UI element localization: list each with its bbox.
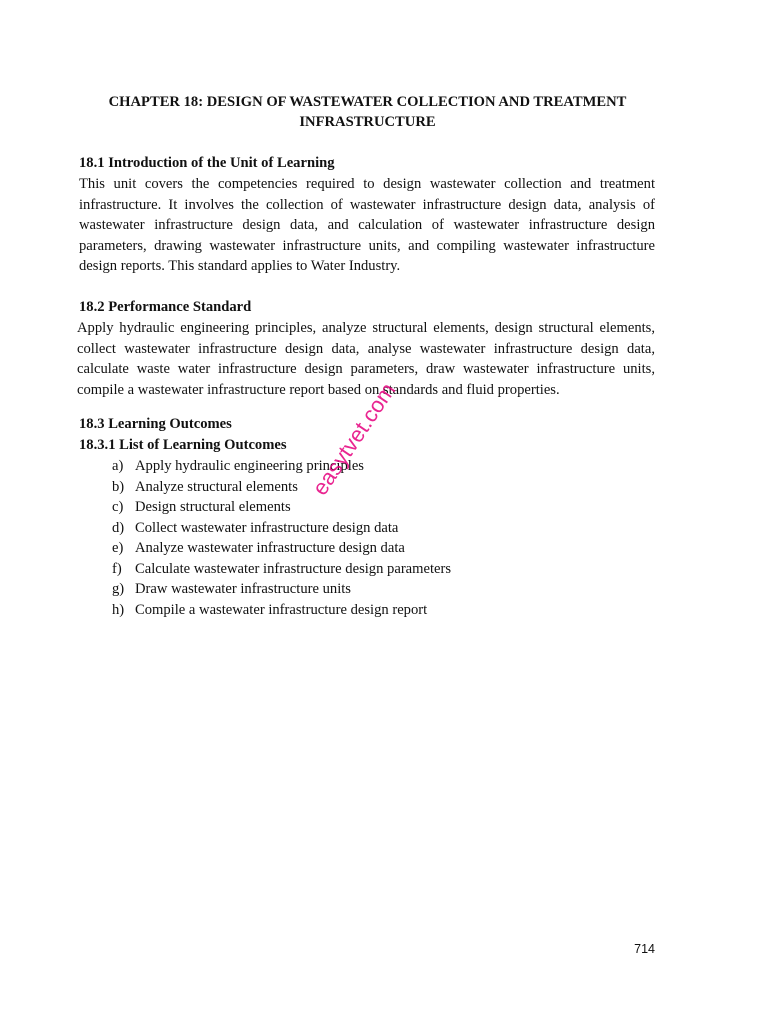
list-item-text: Analyze structural elements — [135, 478, 298, 495]
page-number: 714 — [634, 942, 655, 956]
paragraph-line: parameters, drawing wastewater infrastructure units, and compiling wastewater infrastructure — [79, 237, 655, 254]
list-marker: a) — [112, 458, 124, 474]
chapter-title-line-2: INFRASTRUCTURE — [299, 114, 436, 130]
paragraph-line: This unit covers the competencies required to design wastewater collection and treatment — [79, 176, 655, 192]
list-marker: h) — [112, 601, 125, 618]
section-heading-18-1: 18.1 Introduction of the Unit of Learning — [79, 155, 335, 171]
paragraph-line: collect wastewater infrastructure design data, analyse wastewater infrastructure design data, — [77, 340, 655, 357]
paragraph-line: calculate waste water infrastructure design parameters, draw wastewater infrastructure units, — [77, 361, 655, 377]
list-item — [112, 518, 451, 539]
list-item — [112, 600, 451, 621]
list-marker: e) — [112, 540, 124, 556]
paragraph-line: design reports. This standard applies to Water Industry. — [79, 258, 401, 274]
list-item-text: Draw wastewater infrastructure units — [135, 581, 351, 597]
list-item — [112, 579, 451, 600]
list-item — [112, 497, 451, 518]
paragraph-line: wastewater infrastructure design data, and calculation of wastewater infrastructure design — [79, 217, 655, 233]
section-18-1-paragraph — [79, 174, 655, 277]
watermark: easytvet.com — [307, 378, 401, 500]
list-item-text: Apply hydraulic engineering principles — [135, 458, 364, 474]
section-18-2-paragraph — [77, 318, 655, 400]
paragraph-line: Apply hydraulic engineering principles, analyze structural elements, design structural elements, — [77, 320, 655, 336]
list-item-text: Design structural elements — [135, 499, 291, 515]
chapter-title-line-1: CHAPTER 18: DESIGN OF WASTEWATER COLLECTION AND TREATMENT — [108, 94, 627, 110]
chapter-title — [80, 92, 655, 132]
list-item — [112, 538, 451, 559]
section-heading-18-3: 18.3 Learning Outcomes — [79, 416, 232, 432]
list-item-text: Calculate wastewater infrastructure design parameters — [135, 560, 452, 577]
list-item-text: Compile a wastewater infrastructure design report — [135, 601, 428, 618]
list-item — [112, 477, 451, 498]
list-marker: c) — [112, 499, 124, 515]
list-marker: f) — [112, 560, 122, 577]
list-item — [112, 456, 451, 477]
list-item — [112, 559, 451, 580]
list-marker: g) — [112, 581, 125, 597]
list-item-text: Collect wastewater infrastructure design data — [135, 519, 399, 536]
paragraph-line: infrastructure. It involves the collection of wastewater infrastructure design data, analysis of — [79, 196, 655, 213]
list-marker: b) — [112, 478, 125, 495]
list-marker: d) — [112, 519, 125, 536]
list-item-text: Analyze wastewater infrastructure design data — [135, 540, 405, 556]
section-heading-18-2: 18.2 Performance Standard — [79, 299, 252, 315]
learning-outcomes-list — [112, 456, 451, 620]
subsection-heading-18-3-1: 18.3.1 List of Learning Outcomes — [79, 437, 287, 453]
paragraph-line: compile a wastewater infrastructure report based on standards and fluid properties. — [77, 381, 560, 398]
